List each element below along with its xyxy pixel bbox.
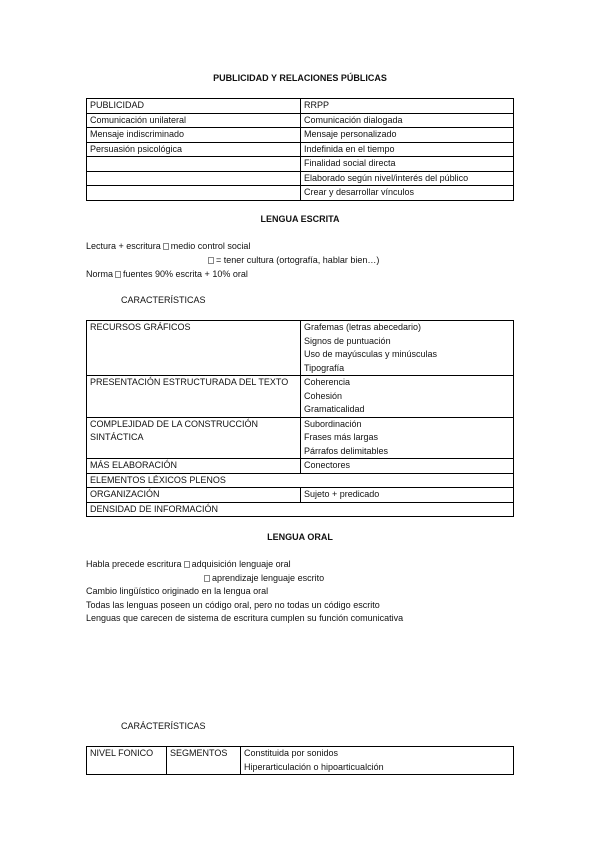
lengua-escrita-table [86,320,514,517]
arrow-glyph-icon [115,271,121,278]
text-fragment: medio control social [170,241,251,251]
cell-line: Subordinación [304,418,362,429]
table-cell: Mensaje personalizado [301,128,514,143]
subtitle-caracteristicas-oral: CARÁCTERÍSTICAS [121,721,206,731]
table-cell: Sujeto + predicado [301,488,514,503]
table-row [87,113,514,128]
table-row [87,186,514,201]
table-cell [87,186,301,201]
table-row [87,157,514,172]
table-cell: NIVEL FONICO [87,747,167,775]
table-cell: Mensaje indiscriminado [87,128,301,143]
publicidad-rrpp-table [86,98,514,201]
table-row [87,142,514,157]
table-cell: Persuasión psicológica [87,142,301,157]
arrow-glyph-icon [184,561,190,568]
table-cell: DENSIDAD DE INFORMACIÓN [87,502,514,517]
table-cell: ELEMENTOS LÉXICOS PLENOS [87,473,514,488]
table-cell: Elaborado según nivel/interés del público [301,171,514,186]
table-cell: RECURSOS GRÁFICOS [87,321,301,376]
table-cell: Comunicación unilateral [87,113,301,128]
text-line: Todas las lenguas poseen un código oral, pero no todas un código escrito [86,600,380,610]
text-fragment: fuentes 90% escrita + 10% oral [123,269,248,279]
cell-line: Hiperarticulación o hipoarticualción [244,761,384,772]
cell-line: Cohesión [304,390,343,401]
arrow-glyph-icon [204,575,210,582]
text-line [86,558,291,572]
arrow-glyph-icon [208,257,214,264]
table-cell [241,747,514,775]
section-title-lengua-oral: LENGUA ORAL [267,532,333,542]
table-cell: COMPLEJIDAD DE LA CONSTRUCCIÓN SINTÁCTICA [87,417,301,459]
table-cell: Crear y desarrollar vínculos [301,186,514,201]
text-line: Cambio lingüístico originado en la lengua oral [86,586,269,596]
table-row [87,488,514,503]
subtitle-caracteristicas: CARACTERÍSTICAS [121,295,206,305]
table-row [87,747,514,775]
table-cell: PRESENTACIÓN ESTRUCTURADA DEL TEXTO [87,376,301,418]
text-line [206,254,379,268]
text-line: Lenguas que carecen de sistema de escritura cumplen su función comunicativa [86,613,404,623]
table-cell [301,417,514,459]
table-cell: Comunicación dialogada [301,113,514,128]
text-fragment: Norma [86,269,114,279]
table-cell [87,157,301,172]
table-cell: Finalidad social directa [301,157,514,172]
cell-line: Frases más largas [304,432,379,442]
table-header-row [87,99,514,114]
section-title-publicidad: PUBLICIDAD Y RELACIONES PÚBLICAS [213,73,387,83]
cell-line: Constituida por sonidos [244,748,339,758]
table-cell [87,171,301,186]
table-row [87,321,514,376]
table-cell [301,376,514,418]
table-row [87,128,514,143]
table-cell [301,321,514,376]
cell-line: Uso de mayúsculas y minúsculas [304,349,438,359]
text-fragment: aprendizaje lenguaje escrito [212,573,325,583]
cell-line: Grafemas (letras abecedario) [304,322,422,332]
text-fragment: Lectura + escritura [86,241,161,251]
text-fragment: adquisición lenguaje oral [191,559,291,569]
text-line [202,572,324,586]
text-line [86,240,250,254]
cell-line: Gramaticalidad [304,404,365,414]
cell-line: Signos de puntuación [304,335,391,346]
table-row [87,171,514,186]
table-cell: SEGMENTOS [167,747,241,775]
table-row [87,417,514,459]
table-row [87,502,514,517]
lengua-oral-table [86,746,514,775]
text-line [86,268,248,282]
table-cell: ORGANIZACIÓN [87,488,301,503]
table-cell: Indefinida en el tiempo [301,142,514,157]
cell-line: Tipografía [304,362,345,373]
table-cell: Conectores [301,459,514,474]
text-fragment: Habla precede escritura [86,559,182,569]
section-title-lengua-escrita: LENGUA ESCRITA [260,214,340,224]
cell-line: Párrafos delimitables [304,445,389,456]
table-cell: PUBLICIDAD [87,99,301,114]
table-row [87,473,514,488]
table-row [87,459,514,474]
cell-line: Coherencia [304,377,351,387]
table-cell: MÁS ELABORACIÓN [87,459,301,474]
arrow-glyph-icon [163,243,169,250]
table-cell: RRPP [301,99,514,114]
table-row [87,376,514,418]
text-fragment: = tener cultura (ortografía, hablar bien…) [216,255,380,265]
